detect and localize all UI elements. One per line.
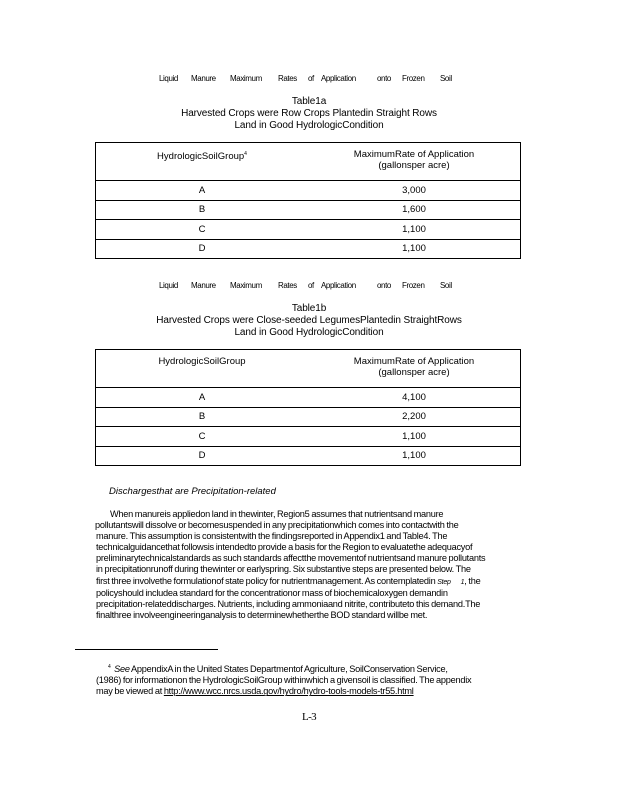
table-1a [95, 142, 521, 259]
footnote [96, 662, 526, 698]
footnote-separator [75, 649, 218, 650]
soil-group-cell: A [96, 181, 309, 201]
caption-word: Rates [278, 281, 297, 290]
caption-word: onto [377, 74, 391, 83]
table-row [96, 427, 521, 447]
caption-word: Maximum [230, 74, 262, 83]
paragraph-line: policyshould includea standard for the concentrationor mass of biochemicaloxygen demandin [96, 587, 448, 598]
footnote-ref: 4 [244, 151, 247, 157]
table-row [96, 220, 521, 240]
caption-word: Soil [440, 281, 452, 290]
header-max-rate: MaximumRate of Application (gallonsper acre) [308, 143, 521, 181]
table-1b-subtitle-line1: Harvested Crops were Close-seeded LegumesPlantedin StraightRows [156, 315, 462, 326]
soil-group-cell: B [96, 200, 309, 220]
caption-word: Manure [191, 74, 216, 83]
table-row [96, 181, 521, 201]
table-1b-title: Table1b [291, 303, 327, 314]
caption-word: of [308, 74, 314, 83]
table-row [96, 388, 521, 408]
caption-word: Frozen [402, 74, 425, 83]
rate-cell: 1,100 [308, 446, 521, 466]
paragraph-line: When manureis appliedon land in thewinter, Region5 assumes that nutrientsand manure [110, 509, 444, 519]
rate-cell: 1,100 [308, 427, 521, 447]
soil-group-cell: D [96, 446, 309, 466]
footnote-marker: 4 [108, 664, 111, 670]
paragraph-line: precipitation-relateddischarges. Nutrients, including ammoniaand nitrite, contributeto this demand.The [96, 598, 481, 609]
table-1a-title: Table1a [291, 96, 327, 107]
table-header-row [96, 350, 521, 388]
caption-word: Application [321, 74, 356, 83]
rate-cell: 1,100 [308, 220, 521, 240]
rate-cell: 3,000 [308, 181, 521, 201]
table-1b [95, 349, 521, 466]
table-1b-subtitle-line2: Land in Good HydrologicCondition [234, 327, 384, 338]
table-caption-1b [0, 281, 618, 293]
paragraph-line: finalthree involveengineeringanalysis to determinewhetherthe BOD standard willbe met. [96, 609, 428, 620]
footnote-line: See AppendixA in the United States Departmentof Agriculture, SoilConservation Service, [114, 664, 448, 674]
footnote-url-link[interactable]: http://www.wcc.nrcs.usda.gov/hydro/hydro-tools-models-tr55.html [163, 686, 414, 697]
caption-word: Liquid [159, 74, 178, 83]
rate-cell: 1,100 [308, 239, 521, 259]
paragraph-line: in precipitationrunoff during thewinter or earlyspring. Six substantive steps are presented below. The [96, 564, 471, 575]
footnote-line: (1986) for informationon the HydrologicSoilGroup withinwhich a givensoil is classified. The appendix [96, 675, 472, 686]
soil-group-cell: D [96, 239, 309, 259]
soil-group-cell: C [96, 220, 309, 240]
soil-group-cell: C [96, 427, 309, 447]
step-reference: Step [437, 578, 451, 586]
caption-word: Maximum [230, 281, 262, 290]
footnote-see-word: See [114, 664, 130, 674]
table-header-row [96, 143, 521, 181]
step-number: 1 [460, 578, 465, 586]
rate-cell: 4,100 [308, 388, 521, 408]
paragraph-line: first three involvethe formulationof state policy for nutrientmanagement. As contemplatedin Step 1, the [96, 575, 481, 586]
paragraph-line: pollutantswill dissolve or becomesuspended in any precipitationwhich comes into contactwith the [95, 520, 459, 531]
header-soil-group: HydrologicSoilGroup [96, 350, 309, 388]
table-row [96, 200, 521, 220]
caption-word: onto [377, 281, 391, 290]
table-caption-1a [0, 74, 618, 86]
caption-word: Rates [278, 74, 297, 83]
section-heading: Dischargesthat are Precipitation-related [109, 486, 276, 497]
caption-word: Liquid [159, 281, 178, 290]
table-1a-subtitle-line2: Land in Good HydrologicCondition [234, 120, 384, 131]
paragraph-line: preliminarytechnicalstandards as such standards affectthe movementof nutrientsand manure pollutants [96, 553, 486, 564]
rate-cell: 2,200 [308, 407, 521, 427]
body-paragraph [96, 509, 520, 621]
caption-word: Soil [440, 74, 452, 83]
soil-group-cell: B [96, 407, 309, 427]
rate-cell: 1,600 [308, 200, 521, 220]
caption-word: Application [321, 281, 356, 290]
footnote-line: may be viewed at [96, 686, 164, 697]
header-soil-group: HydrologicSoilGroup$^4$ [96, 143, 309, 181]
caption-word: Manure [191, 281, 216, 290]
paragraph-line: technicalguidancethat followsis intendedto provide a basis for the Region to evaluatethe adequacyof [96, 542, 473, 553]
paragraph-line: manure. This assumption is consistentwith the findingsreported in Appendix1 and Table4. The [96, 531, 448, 542]
table-row [96, 407, 521, 427]
table-row [96, 239, 521, 259]
header-max-rate: MaximumRate of Application (gallonsper acre) [308, 350, 521, 388]
table-1a-subtitle-line1: Harvested Crops were Row Crops Plantedin Straight Rows [181, 108, 437, 119]
caption-word: Frozen [402, 281, 425, 290]
page-number: L-3 [301, 711, 317, 723]
caption-word: of [308, 281, 314, 290]
table-row [96, 446, 521, 466]
soil-group-cell: A [96, 388, 309, 408]
